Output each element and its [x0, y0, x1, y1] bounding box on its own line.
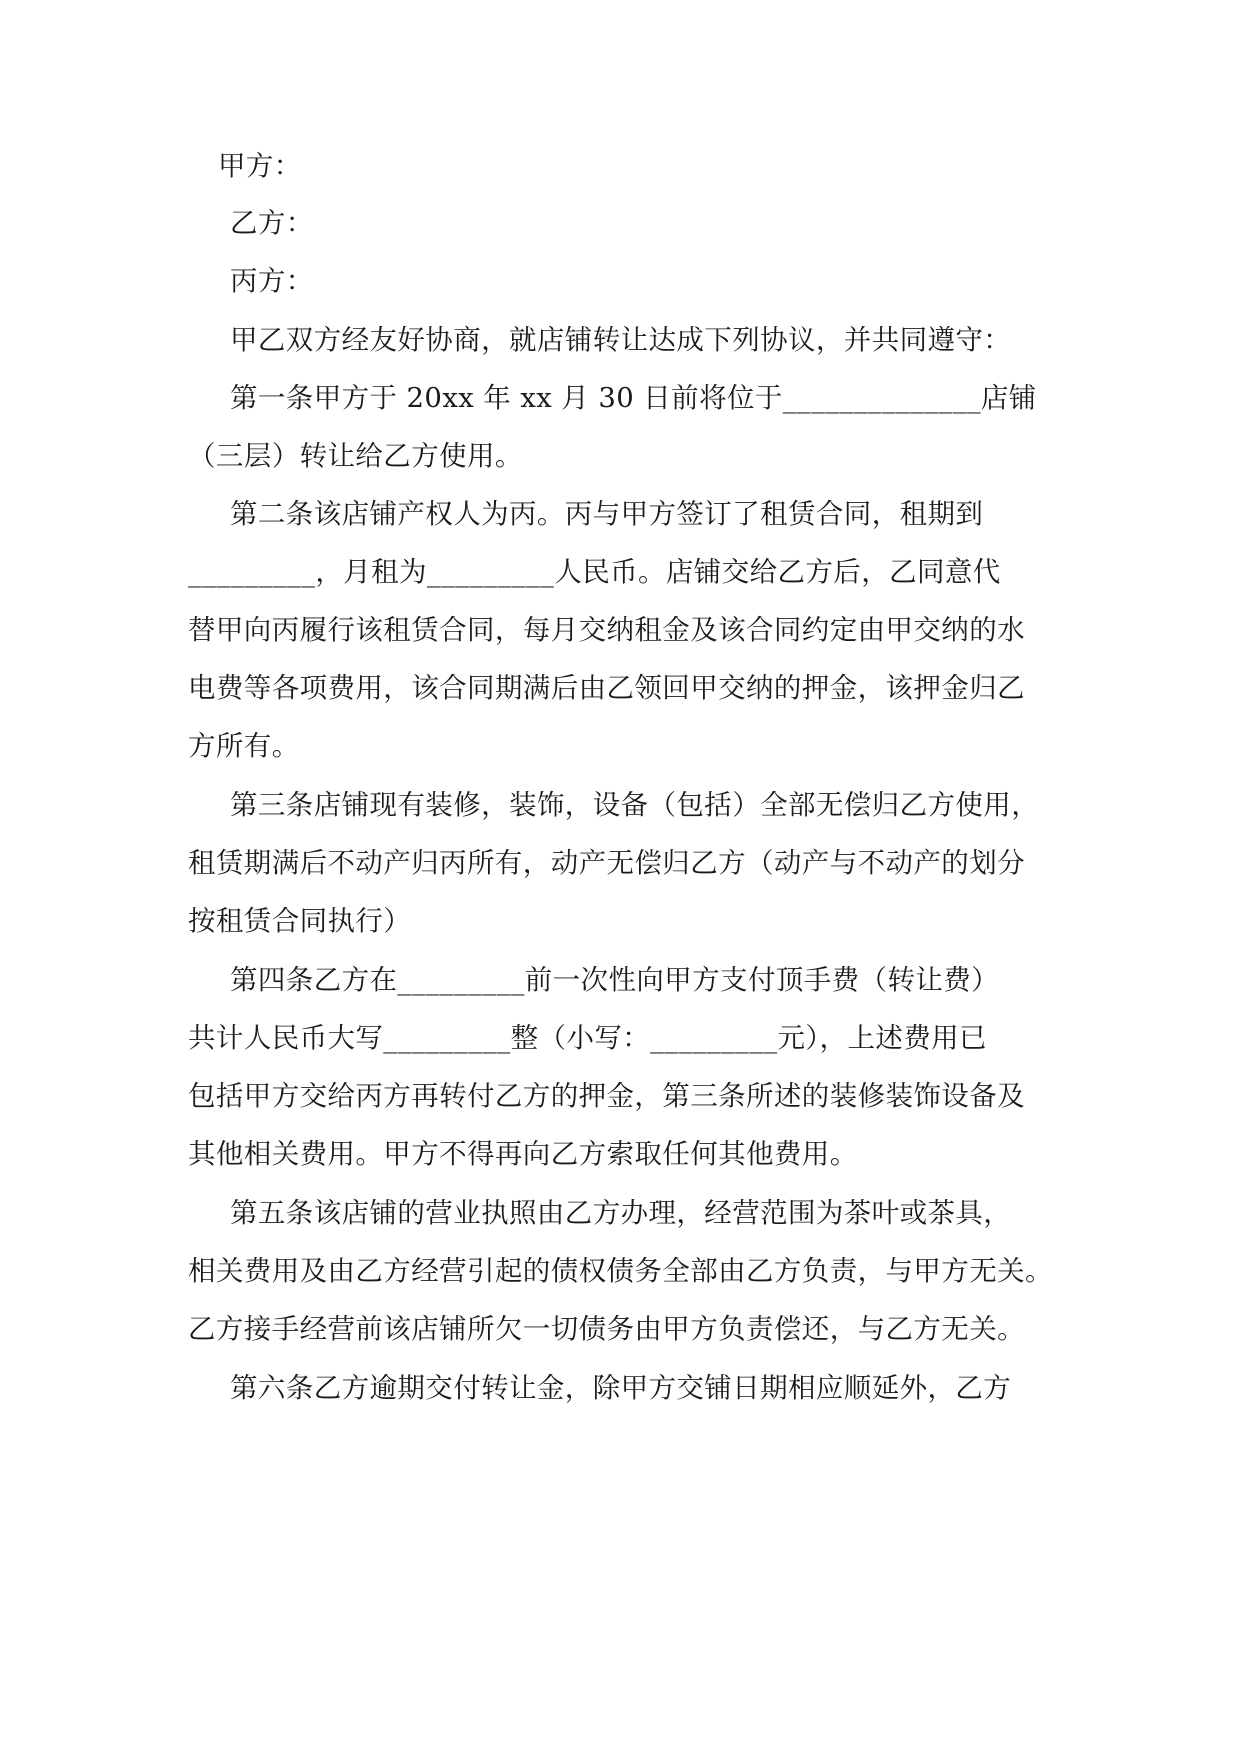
article-line: 第一条甲方于 20xx 年 xx 月 30 日前将位于______________店铺	[230, 382, 1037, 414]
article-line: 其他相关费用。甲方不得再向乙方索取任何其他费用。	[188, 1138, 858, 1170]
article-line: 方所有。	[188, 730, 300, 762]
party-b-label: 乙方：	[230, 207, 314, 239]
article-line: 第六条乙方逾期交付转让金，除甲方交铺日期相应顺延外，乙方	[230, 1372, 1012, 1404]
article-line: _________，月租为_________人民币。店铺交给乙方后，乙同意代	[188, 556, 1001, 588]
article-line: 第二条该店铺产权人为丙。丙与甲方签订了租赁合同，租期到	[230, 498, 984, 530]
article-line: （三层）转让给乙方使用。	[188, 440, 523, 472]
party-c-label: 丙方：	[230, 265, 314, 297]
article-line: 替甲向丙履行该租赁合同，每月交纳租金及该合同约定由甲交纳的水	[188, 614, 1025, 646]
article-line: 第四条乙方在_________前一次性向甲方支付顶手费（转让费）	[230, 964, 1000, 996]
article-line: 相关费用及由乙方经营引起的债权债务全部由乙方负责，与甲方无关。	[188, 1255, 1053, 1287]
party-a-label: 甲方：	[218, 150, 302, 182]
article-line: 包括甲方交给丙方再转付乙方的押金，第三条所述的装修装饰设备及	[188, 1080, 1025, 1112]
intro-paragraph: 甲乙双方经友好协商，就店铺转让达成下列协议，并共同遵守：	[230, 324, 1012, 356]
article-line: 租赁期满后不动产归丙所有，动产无偿归乙方（动产与不动产的划分	[188, 847, 1025, 879]
article-line: 第五条该店铺的营业执照由乙方办理，经营范围为茶叶或茶具，	[230, 1197, 1012, 1229]
article-line: 共计人民币大写_________整（小写：_________元），上述费用已	[188, 1022, 987, 1054]
article-line: 按租赁合同执行）	[188, 905, 412, 937]
article-line: 电费等各项费用，该合同期满后由乙领回甲交纳的押金，该押金归乙	[188, 672, 1025, 704]
article-line: 乙方接手经营前该店铺所欠一切债务由甲方负责偿还，与乙方无关。	[188, 1313, 1025, 1345]
article-line: 第三条店铺现有装修，装饰，设备（包括）全部无偿归乙方使用，	[230, 789, 1040, 821]
